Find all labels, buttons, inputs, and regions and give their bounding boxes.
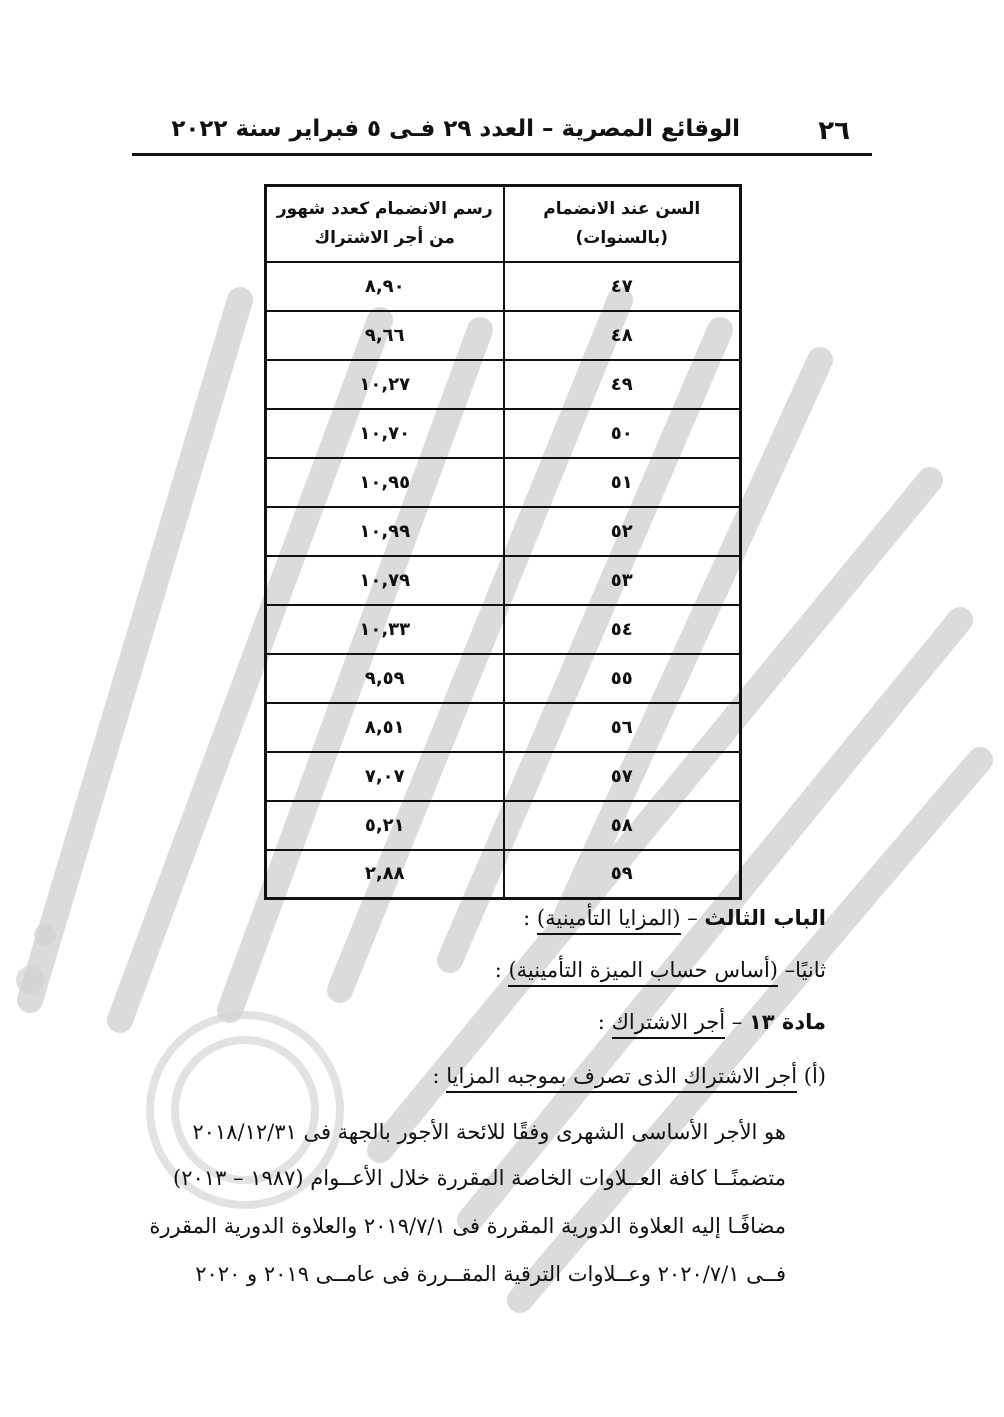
clause-label: (أ) [797,1064,826,1088]
col-header-age [504,186,741,262]
col-header-fee [266,186,504,262]
article-label: مادة ١٣ [748,1010,826,1034]
age-cell: ٤٨ [504,311,741,360]
chapter-title: (المزايا التأمينية) [537,906,681,935]
article-dash: – [725,1010,749,1034]
age-cell: ٤٧ [504,262,741,311]
table-row [266,409,741,458]
table-row [266,654,741,703]
paragraph-line-1: هو الأجر الأساسى الشهرى وفقًا للائحة الأجور بالجهة فى ٢٠١٨/١٢/٣١ [192,1120,786,1144]
fee-cell: ١٠,٧٠ [266,409,504,458]
paragraph-line-2: متضمنًــا كافة العــلاوات الخاصة المقررة خلال الأعــوام (١٩٨٧ – ٢٠١٣) [173,1166,786,1190]
age-cell: ٥٨ [504,801,741,850]
chapter-colon: : [523,906,537,930]
table-row [266,556,741,605]
age-cell: ٥١ [504,458,741,507]
age-cell: ٥٣ [504,556,741,605]
article-title: أجر الاشتراك [612,1010,726,1039]
age-cell: ٥٥ [504,654,741,703]
fee-cell: ٨,٥١ [266,703,504,752]
fee-cell: ١٠,٩٥ [266,458,504,507]
enrollment-fee-table [264,184,742,900]
age-cell: ٥٦ [504,703,741,752]
page-number: ٢٦ [818,116,850,146]
age-cell: ٥٧ [504,752,741,801]
col-header-age-line2: (بالسنوات) [575,227,668,248]
clause-heading [433,1064,826,1088]
second-label: ثانيًا– [778,958,826,982]
fee-cell: ١٠,٢٧ [266,360,504,409]
chapter-dash: – [680,906,705,930]
clause-colon: : [432,1064,447,1088]
clause-title: أجر الاشتراك الذى تصرف بموجبه المزايا [446,1064,797,1093]
second-heading [495,958,826,982]
fee-cell: ٥,٢١ [266,801,504,850]
fee-cell: ٨,٩٠ [266,262,504,311]
age-cell: ٤٩ [504,360,741,409]
table-row [266,360,741,409]
table-row [266,605,741,654]
table-row [266,703,741,752]
table-row [266,262,741,311]
table-row [266,850,741,899]
table-row [266,311,741,360]
col-header-fee-line2: من أجر الاشتراك [314,227,455,248]
paragraph-line-4: فــى ٢٠٢٠/٧/١ وعــلاوات الترقية المقــررة فى عامــى ٢٠١٩ و ٢٠٢٠ [195,1262,786,1286]
fee-cell: ٧,٠٧ [266,752,504,801]
chapter-label: الباب الثالث [704,906,826,930]
age-cell: ٥٤ [504,605,741,654]
paragraph-line-3: مضافًـا إليه العلاوة الدورية المقررة فى ٢٠١٩/٧/١ والعلاوة الدورية المقررة [149,1214,786,1238]
article-heading [598,1010,826,1034]
col-header-fee-line1: رسم الانضمام كعدد شهور [276,198,493,219]
article-colon: : [597,1010,612,1034]
age-cell: ٥٩ [504,850,741,899]
fee-cell: ١٠,٧٩ [266,556,504,605]
page-header [132,112,872,156]
running-title: الوقائع المصرية – العدد ٢٩ فـى ٥ فبراير سنة ٢٠٢٢ [171,116,740,142]
fee-cell: ١٠,٣٣ [266,605,504,654]
fee-cell: ٢,٨٨ [266,850,504,899]
second-colon: : [494,958,509,982]
age-cell: ٥٠ [504,409,741,458]
fee-cell: ١٠,٩٩ [266,507,504,556]
fee-cell: ٩,٦٦ [266,311,504,360]
table-row [266,458,741,507]
table-row [266,507,741,556]
table-row [266,752,741,801]
second-title: (أساس حساب الميزة التأمينية) [508,958,778,987]
chapter-heading [523,906,826,930]
fee-cell: ٩,٥٩ [266,654,504,703]
table-header-row [266,186,741,262]
table-row [266,801,741,850]
col-header-age-line1: السن عند الانضمام [543,198,701,219]
age-cell: ٥٢ [504,507,741,556]
